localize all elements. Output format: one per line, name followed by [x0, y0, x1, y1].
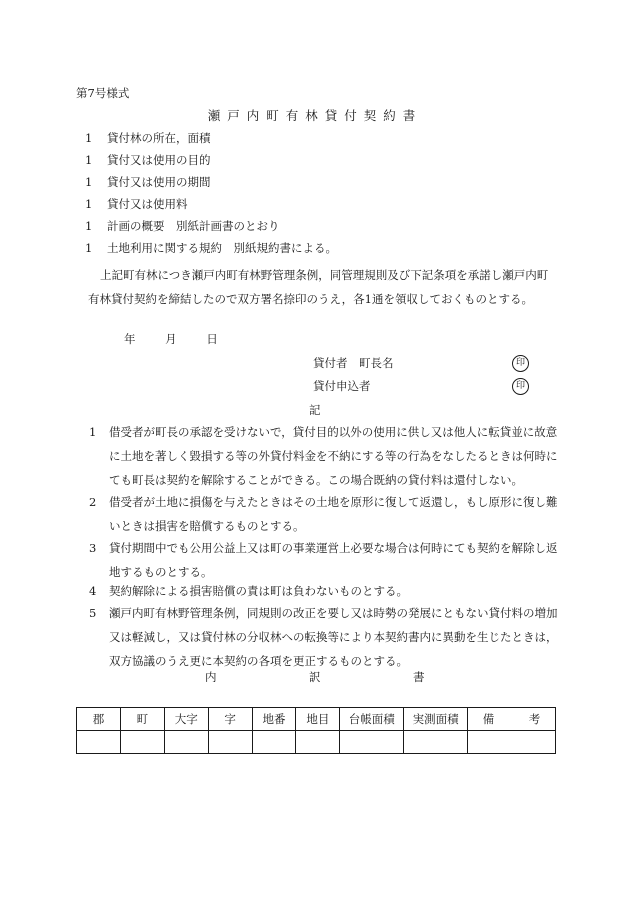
lender-signature-label: 貸付者 町長名 [313, 356, 394, 370]
date-day: 日 [206, 332, 218, 346]
seal-icon: 印 [512, 378, 529, 395]
table-cell[interactable] [208, 731, 252, 754]
table-cell[interactable] [164, 731, 208, 754]
table-cell[interactable] [468, 731, 556, 754]
header-remarks: 備 考 [468, 708, 556, 731]
date-line [124, 331, 244, 347]
list-item: 1 土地利用に関する規約 別紙規約書による。 [85, 241, 337, 255]
date-month: 月 [165, 332, 177, 346]
list-item: 1 貸付又は使用料 [85, 197, 188, 211]
table-cell[interactable] [296, 731, 340, 754]
ki-heading: 記 [309, 403, 321, 417]
header-gun: 郡 [77, 708, 121, 731]
table-row [77, 731, 556, 754]
clause-item: 3 貸付期間中でも公用公益上又は町の事業運営上必要な場合は何時にても契約を解除し返地するものとする。 [89, 541, 558, 579]
table-cell[interactable] [252, 731, 296, 754]
header-chimoku: 地目 [296, 708, 340, 731]
header-jissoku-area: 実測面積 [404, 708, 468, 731]
clause-item: 4 契約解除による損害賠償の責は町は負わないものとする。 [89, 584, 408, 598]
table-cell[interactable] [120, 731, 164, 754]
date-year: 年 [124, 332, 136, 346]
list-item: 1 貸付又は使用の期間 [85, 175, 211, 189]
intro-paragraph: 上記町有林につき瀬戸内町有林野管理条例，同管理規則及び下記条項を承諾し瀬戸内町有林貸付契約を締結したので双方署名捺印のうえ，各1通を領収しておくものとする。 [88, 268, 549, 306]
form-number: 第7号様式 [76, 86, 130, 100]
seal-icon: 印 [512, 355, 529, 372]
list-item: 1 計画の概要 別紙計画書のとおり [85, 219, 280, 233]
clause-item: 2 借受者が土地に損傷を与えたときはその土地を原形に復して返還し，もし原形に復し難いときは損害を賠償するものとする。 [89, 495, 558, 533]
table-cell[interactable] [340, 731, 404, 754]
header-chiban: 地番 [252, 708, 296, 731]
header-oaza: 大字 [164, 708, 208, 731]
table-cell[interactable] [404, 731, 468, 754]
table-cell[interactable] [77, 731, 121, 754]
applicant-signature-label: 貸付申込者 [313, 379, 371, 393]
document-title: 瀬戸内町有林貸付契約書 [207, 108, 423, 123]
breakdown-table [76, 707, 556, 754]
table-header-row [77, 708, 556, 731]
header-daicho-area: 台帳面積 [340, 708, 404, 731]
clause-item: 5 瀬戸内町有林野管理条例，同規則の改正を要し又は時勢の発展にともない貸付料の増加又は軽減し，又は貸付林の分収林への転換等により本契約書内に異動を生じたときは，双方協議のうえ更に本契約の各項を更正するものとする。 [89, 606, 558, 668]
list-item: 1 貸付又は使用の目的 [85, 153, 211, 167]
header-machi: 町 [120, 708, 164, 731]
header-aza: 字 [208, 708, 252, 731]
list-item: 1 貸付林の所在，面積 [85, 131, 211, 145]
clause-item: 1 借受者が町長の承認を受けないで，貸付目的以外の使用に供し又は他人に転貸並に故意に土地を著しく毀損する等の外貸付料金を不納にする等の行為をなしたるときは何時にても町長は契約を解除することができる。この場合既納の貸付料は還付しない。 [89, 425, 558, 487]
